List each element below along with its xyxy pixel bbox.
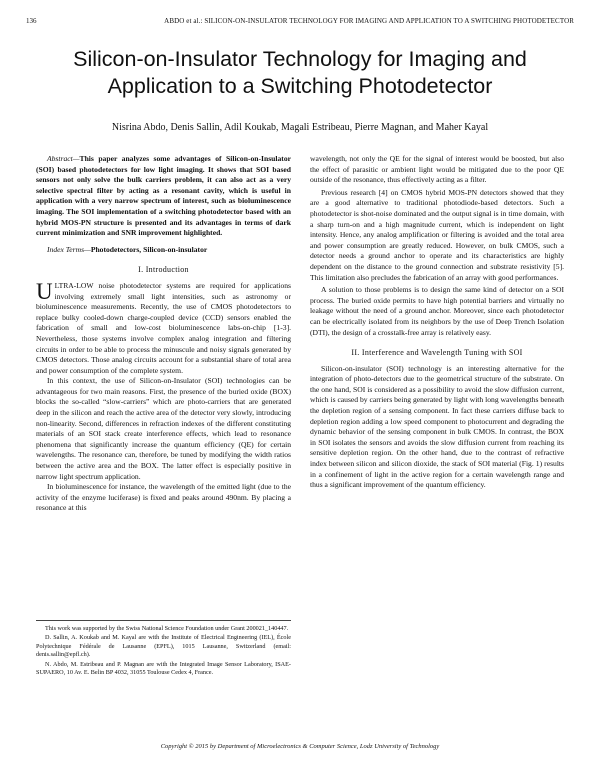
- page-number: 136: [26, 17, 37, 25]
- index-terms-text: Photodetectors, Silicon-on-insulator: [90, 244, 208, 254]
- section2-paragraph-1: Silicon-on-insulator (SOI) technology is an interesting alternative for the integration of photo-detectors due to the geometrical structure of the substrate. On the one hand, SOI is considered as a possibility to avoid the slow diffusion current, which is caused by carriers being generated by light with long wavelengths beneath the depletion region of a sensing component. In fact these carriers diffuse back to depletion region adding a low speed component to photocurrent and degrading the dynamic behavior of the sensing component in bulk CMOS. In contrast, the BOX in SOI isolates the sensors and avoids the slow diffusion current from reaching its sensitive depletion region. On the other hand, due to the contrast of refractive index between silicon and silicon dioxide, the stack of SOI material (Fig. 1) results in a confinement of light in the active region for a certain wavelength range and thus a significant improvement of the quantum efficiency.: [310, 363, 564, 490]
- copyright-footer: Copyright © 2015 by Department of Microelectronics & Computer Science, Lodz University of Technology: [160, 743, 440, 750]
- section-heading-interference: II. Interference and Wavelength Tuning with SOI: [351, 348, 523, 358]
- footnotes: [36, 620, 291, 678]
- index-terms-label: Index Terms—: [47, 244, 91, 254]
- intro-paragraph-1-text: LTRA-LOW noise photodetector systems are required for applications involving extremely small light intensities, such as astronomy or bioluminescence measurements. Recently, the use of CMOS photodetectors to replace bulky cooled-down charge-coupled device (CCD) sensors enabled the fabrication of small and low-cost bioluminescence labs-on-chip [1-3]. Nevertheless, those systems involve complex analog integration and filtering circuits in order to be able to process the minuscule and noisy signals generated by CMOS detectors. Those analog circuits account for a substantial share of total area and power consumption of the complete system.: [36, 280, 291, 375]
- left-column: [36, 154, 291, 514]
- abstract-text: This paper analyzes some advantages of Silicon-on-Insulator (SOI) based photodetectors for low light imaging. It shows that SOI based sensors not only solve the bulk carriers problem, it can also act as a very selective spectral filter by acting as a resonant cavity, which is useful in application with a very narrow spectrum of interest, such as bioluminescence imaging. The SOI implementation of a switching photodetector based with an hybrid MOS-PN structure is presented and its advantages in terms of dark current minimization and SNR improvement highlighted.: [36, 154, 291, 238]
- footnote-isae: N. Abdo, M. Estribeau and P. Magnan are with the Integrated Image Sensor Laboratory, ISAE-SUPAERO, 10 Av. E. Belin BP 4032, 31055 Toulouse Cedex 4, France.: [36, 660, 291, 677]
- right-column: [310, 154, 564, 491]
- drop-cap: U: [36, 278, 53, 304]
- intro-paragraph-4: Previous research [4] on CMOS hybrid MOS-PN detectors showed that they are a good alternative to traditional photodiode-based detectors. Such a photodetector is shot-noise dominated and the output signal is in time domain, with a sharp turn-on and a high magnitude current, which is independent on light intensity. Hence, any analog amplification or filtering is avoided and the total area and power consumption are greatly reduced. However, on bulk CMOS, such a detector needs a ground anchor to operate and its characteristics are highly dependent on the distance to the ground connection and substrate resistivity [5]. This limitation also precludes the fabrication of an array with good performances.: [310, 187, 564, 282]
- intro-paragraph-1: [36, 278, 291, 376]
- running-title: ABDO et al.: SILICON-ON-INSULATOR TECHNOLOGY FOR IMAGING AND APPLICATION TO A SWITCHING PHOTODETECTOR: [164, 17, 574, 25]
- abstract-label: Abstract—: [47, 154, 80, 163]
- footnote-epfl: D. Sallin, A. Koukab and M. Kayal are with the Institute of Electrical Engineering (IEL), École Polytechnique Fédérale de Lausanne (EPFL), 1015 Lausanne, Switzerland (email: denis.sallin@epfl.ch).: [36, 634, 291, 659]
- paper-title: Silicon-on-Insulator Technology for Imaging and Application to a Switching Photodetector: [73, 47, 527, 98]
- intro-paragraph-3: In bioluminescence for instance, the wavelength of the emitted light (due to the activity of the enzyme luciferase) is fixed and peaks around 490nm. By placing a resonance at this: [36, 482, 291, 513]
- index-terms: [36, 245, 291, 256]
- intro-paragraph-2: In this context, the use of Silicon-on-Insulator (SOI) technologies can be advantageous for two main reasons. First, the presence of the buried oxide (BOX) blocks the so-called “slow-carriers” which are photo-carriers that are generated deep in the silicon and reach the active area of the detector very slowly, introducing non-linearity. Second, differences in refraction indexes of the different constituting materials of an SOI stack create interference effects, which lead to resonance phenomena that significantly increase the quantum efficiency (QE) for certain wavelengths. The resonance can, therefore, be tuned by modifying the width ratios between the active area and the BOX. The latter effect is especially positive in narrow light spectrum application.: [36, 376, 291, 481]
- intro-paragraph-3-continued: wavelength, not only the QE for the signal of interest would be boosted, but also the effect of parasitic or ambient light would be mitigated due to the poor QE outside of the resonance, thus effectively acting as a filter.: [310, 154, 564, 185]
- running-header: [26, 17, 574, 31]
- intro-paragraph-5: A solution to those problems is to design the same kind of detector on a SOI process. The buried oxide permits to have high potential barriers and virtually no leakage without the need of a ground anchor. Moreover, since each photodetector can be electrically isolated from its neighbors by the use of Deep Trench Isolation (DTI), the design of a crosstalk-free array is relatively easy.: [310, 285, 564, 337]
- footnote-funding: This work was supported by the Swiss National Science Foundation under Grant 200021_140447.: [45, 625, 289, 632]
- section-heading-introduction: I. Introduction: [138, 265, 189, 275]
- author-list: Nisrina Abdo, Denis Sallin, Adil Koukab, Magali Estribeau, Pierre Magnan, and Maher Kayal: [111, 122, 489, 133]
- abstract: [36, 154, 291, 239]
